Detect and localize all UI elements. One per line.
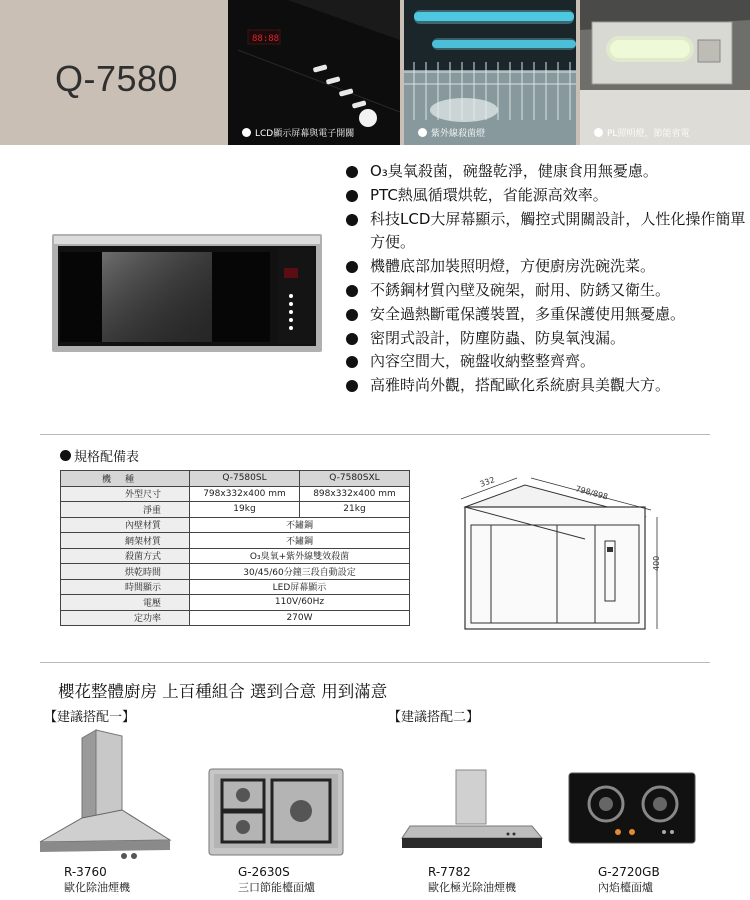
- height-label: 400: [652, 555, 661, 571]
- combo-label-2: 【建議搭配二】: [388, 710, 480, 725]
- bullet-icon: [594, 128, 603, 137]
- table-row: [61, 595, 410, 611]
- table-label-cell: 烘乾時間: [61, 564, 190, 580]
- bullet-icon: [418, 128, 427, 137]
- table-label-cell: 網架材質: [61, 533, 190, 549]
- table-label-cell: 外型尺寸: [61, 486, 190, 502]
- product-code: R-7782: [428, 865, 471, 879]
- lcd-panel-illustration: [228, 0, 400, 145]
- table-cell: 不鏽鋼: [190, 517, 410, 533]
- product-photo: [52, 234, 322, 352]
- uv-lamp-photo: [404, 0, 576, 145]
- bullet-icon: [60, 450, 71, 461]
- lcd-readout: 88:88: [252, 34, 280, 44]
- pl-lamp-illustration: [580, 0, 750, 145]
- photo-caption: PL照明燈，節能省電: [594, 126, 689, 139]
- table-label-cell: 定功率: [61, 610, 190, 626]
- table-cell: 30/45/60分鐘三段自動設定: [190, 564, 410, 580]
- uv-lamp-illustration: [404, 0, 576, 145]
- depth-label: 332: [478, 475, 497, 489]
- product-description: 歐化極光除油煙機: [428, 881, 516, 894]
- product-description: 歐化除油煙機: [64, 881, 130, 894]
- range-hood-r3760-image: [38, 728, 178, 860]
- product-card: [64, 864, 130, 895]
- table-cell: LED屏幕顯示: [190, 579, 410, 595]
- slogan: 櫻花整體廚房 上百種組合 選到合意 用到滿意: [58, 682, 388, 701]
- feature-item: O₃臭氧殺菌，碗盤乾淨，健康食用無憂慮。: [346, 160, 746, 184]
- stove-g2630s-image: [208, 768, 344, 856]
- dish-dryer-illustration: [52, 234, 322, 352]
- table-cell: 270W: [190, 610, 410, 626]
- table-header-cell: 機種: [61, 471, 190, 487]
- table-cell: 不鏽鋼: [190, 533, 410, 549]
- photo-caption: 紫外線殺菌燈: [418, 126, 485, 139]
- table-label-cell: 電壓: [61, 595, 190, 611]
- model-title: Q-7580: [55, 58, 179, 99]
- table-cell: 19kg: [190, 502, 300, 518]
- feature-item: 安全過熱斷電保護裝置，多重保護使用無憂慮。: [346, 303, 746, 327]
- product-code: R-3760: [64, 865, 107, 879]
- spec-title: 規格配備表: [60, 446, 139, 465]
- table-label-cell: 殺菌方式: [61, 548, 190, 564]
- feature-item: PTC熱風循環烘乾，省能源高效率。: [346, 184, 746, 208]
- table-cell: O₃臭氧+紫外線雙效殺菌: [190, 548, 410, 564]
- table-row: [61, 533, 410, 549]
- product-code: G-2630S: [238, 865, 290, 879]
- spec-table: [60, 470, 410, 626]
- table-row: [61, 517, 410, 533]
- table-label-cell: 內壁材質: [61, 517, 190, 533]
- table-row: [61, 548, 410, 564]
- combo-label-1: 【建議搭配一】: [44, 710, 136, 725]
- feature-item: 高雅時尚外觀，搭配歐化系統廚具美觀大方。: [346, 374, 746, 398]
- product-code: G-2720GB: [598, 865, 660, 879]
- product-description: 三口節能檯面爐: [238, 881, 315, 894]
- product-card: [238, 864, 315, 895]
- table-label-cell: 淨重: [61, 502, 190, 518]
- table-header-cell: Q-7580SXL: [300, 471, 410, 487]
- table-cell: 898x332x400 mm: [300, 486, 410, 502]
- product-card: [428, 864, 516, 895]
- table-label-cell: 時間顯示: [61, 579, 190, 595]
- range-hood-r7782-image: [400, 768, 546, 858]
- table-row: [61, 579, 410, 595]
- table-cell: 110V/60Hz: [190, 595, 410, 611]
- table-cell: 21kg: [300, 502, 410, 518]
- feature-item: 內容空間大，碗盤收納整整齊齊。: [346, 350, 746, 374]
- pl-lamp-photo: [580, 0, 750, 145]
- divider: [40, 662, 710, 663]
- feature-item: 科技LCD大屏幕顯示，觸控式開關設計，人性化操作簡單方便。: [346, 208, 746, 256]
- table-row: [61, 502, 410, 518]
- product-description: 內焰檯面爐: [598, 881, 653, 894]
- table-row: [61, 486, 410, 502]
- table-row: [61, 564, 410, 580]
- lcd-panel-photo: [228, 0, 400, 145]
- table-header-cell: Q-7580SL: [190, 471, 300, 487]
- feature-item: 密閉式設計，防塵防蟲、防臭氧洩漏。: [346, 327, 746, 351]
- product-card: [598, 864, 660, 895]
- stove-g2720gb-image: [568, 772, 696, 844]
- divider: [40, 434, 710, 435]
- table-row: [61, 610, 410, 626]
- bullet-icon: [242, 128, 251, 137]
- dimension-diagram: [445, 465, 675, 645]
- width-label: 798/898: [574, 484, 609, 502]
- table-header-row: [61, 471, 410, 487]
- photo-caption: LCD顯示屏幕與電子開關: [242, 126, 354, 139]
- table-cell: 798x332x400 mm: [190, 486, 300, 502]
- feature-item: 不銹鋼材質內壁及碗架，耐用、防銹又衛生。: [346, 279, 746, 303]
- feature-item: 機體底部加裝照明燈，方便廚房洗碗洗菜。: [346, 255, 746, 279]
- feature-list: [346, 160, 746, 398]
